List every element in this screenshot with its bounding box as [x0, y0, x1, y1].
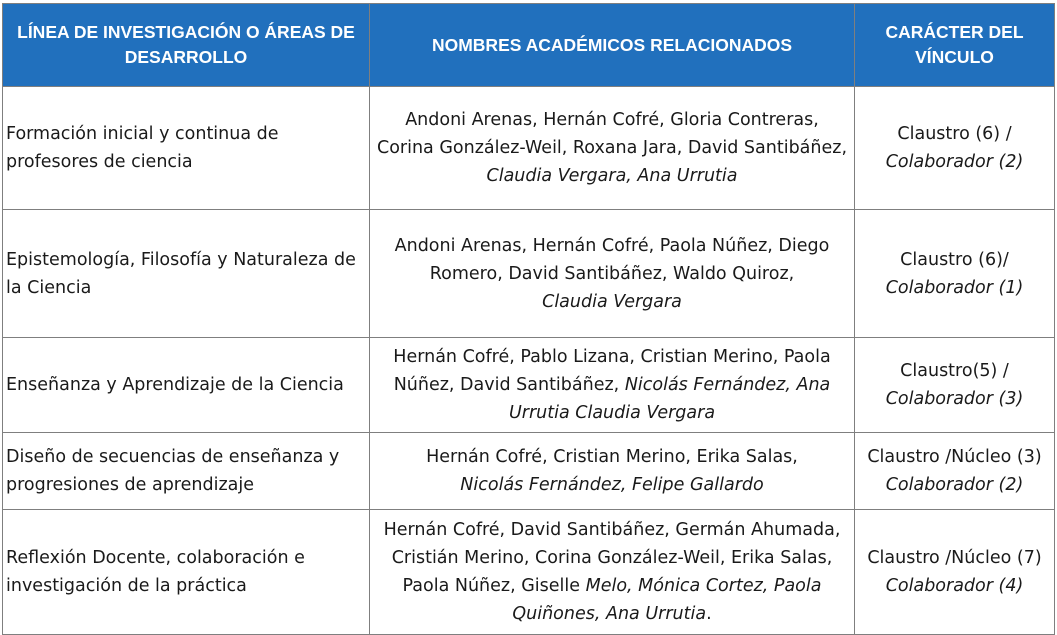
- caracter-colaborador: Colaborador (3): [885, 389, 1024, 409]
- cell-nombres: [370, 510, 855, 635]
- cell-caracter: [855, 433, 1055, 510]
- cell-nombres: [370, 87, 855, 210]
- nombres-colaborador: Nicolás Fernández, Felipe Gallardo: [460, 475, 764, 495]
- nombres-claustro: Andoni Arenas, Hernán Cofré, Gloria Contreras, Corina González-Weil, Roxana Jara, David Santibáñez,: [376, 110, 848, 158]
- cell-linea: Formación inicial y continua de profesores de ciencia: [3, 87, 370, 210]
- nombres-claustro: Hernán Cofré, Cristian Merino, Erika Salas,: [426, 447, 798, 467]
- table-row: [3, 510, 1055, 635]
- nombres-end: .: [706, 604, 712, 624]
- cell-linea: Reflexión Docente, colaboración e investigación de la práctica: [3, 510, 370, 635]
- header-linea: LÍNEA DE INVESTIGACIÓN O ÁREAS DE DESARROLLO: [3, 4, 370, 87]
- cell-caracter: [855, 338, 1055, 433]
- nombres-colaborador: Nicolás Fernández, Ana Urrutia Claudia Vergara: [508, 375, 831, 423]
- caracter-claustro: Claustro(5) /: [900, 361, 1009, 381]
- caracter-claustro: Claustro (6)/: [900, 249, 1009, 270]
- cell-nombres: [370, 210, 855, 338]
- cell-caracter: [855, 210, 1055, 338]
- caracter-claustro: Claustro (6) /: [897, 124, 1012, 144]
- cell-linea: Diseño de secuencias de enseñanza y progresiones de aprendizaje: [3, 433, 370, 510]
- cell-linea: Enseñanza y Aprendizaje de la Ciencia: [3, 338, 370, 433]
- cell-nombres: [370, 433, 855, 510]
- nombres-colaborador: Claudia Vergara: [542, 291, 682, 312]
- table-header-row: [3, 4, 1055, 87]
- table-row: [3, 87, 1055, 210]
- nombres-colaborador: Melo, Mónica Cortez, Paola Quiñones, Ana Urrutia: [512, 576, 822, 624]
- research-lines-table-wrapper: [2, 3, 1054, 635]
- caracter-claustro: Claustro /Núcleo (7): [867, 548, 1042, 568]
- nombres-claustro: Hernán Cofré, David Santibáñez, Germán Ahumada, Cristián Merino, Corina González-Weil, Erika Salas, Paola Núñez, Giselle: [383, 520, 841, 596]
- caracter-claustro: Claustro /Núcleo (3): [867, 447, 1042, 467]
- nombres-colaborador: Claudia Vergara, Ana Urrutia: [486, 166, 738, 186]
- caracter-colaborador: Colaborador (1): [885, 277, 1024, 298]
- caracter-colaborador: Colaborador (2): [885, 152, 1024, 172]
- header-nombres: NOMBRES ACADÉMICOS RELACIONADOS: [370, 4, 855, 87]
- research-lines-table: [2, 3, 1055, 635]
- table-row: [3, 210, 1055, 338]
- cell-caracter: [855, 510, 1055, 635]
- caracter-colaborador: Colaborador (4): [885, 576, 1024, 596]
- cell-linea: Epistemología, Filosofía y Naturaleza de la Ciencia: [3, 210, 370, 338]
- nombres-claustro: Hernán Cofré, Pablo Lizana, Cristian Merino, Paola Núñez, David Santibáñez,: [393, 347, 831, 395]
- header-caracter: CARÁCTER DEL VÍNCULO: [855, 4, 1055, 87]
- nombres-claustro: Andoni Arenas, Hernán Cofré, Paola Núñez, Diego Romero, David Santibáñez, Waldo Quiroz,: [394, 235, 830, 284]
- table-row: [3, 338, 1055, 433]
- caracter-colaborador: Colaborador (2): [885, 475, 1024, 495]
- cell-caracter: [855, 87, 1055, 210]
- cell-nombres: [370, 338, 855, 433]
- table-row: [3, 433, 1055, 510]
